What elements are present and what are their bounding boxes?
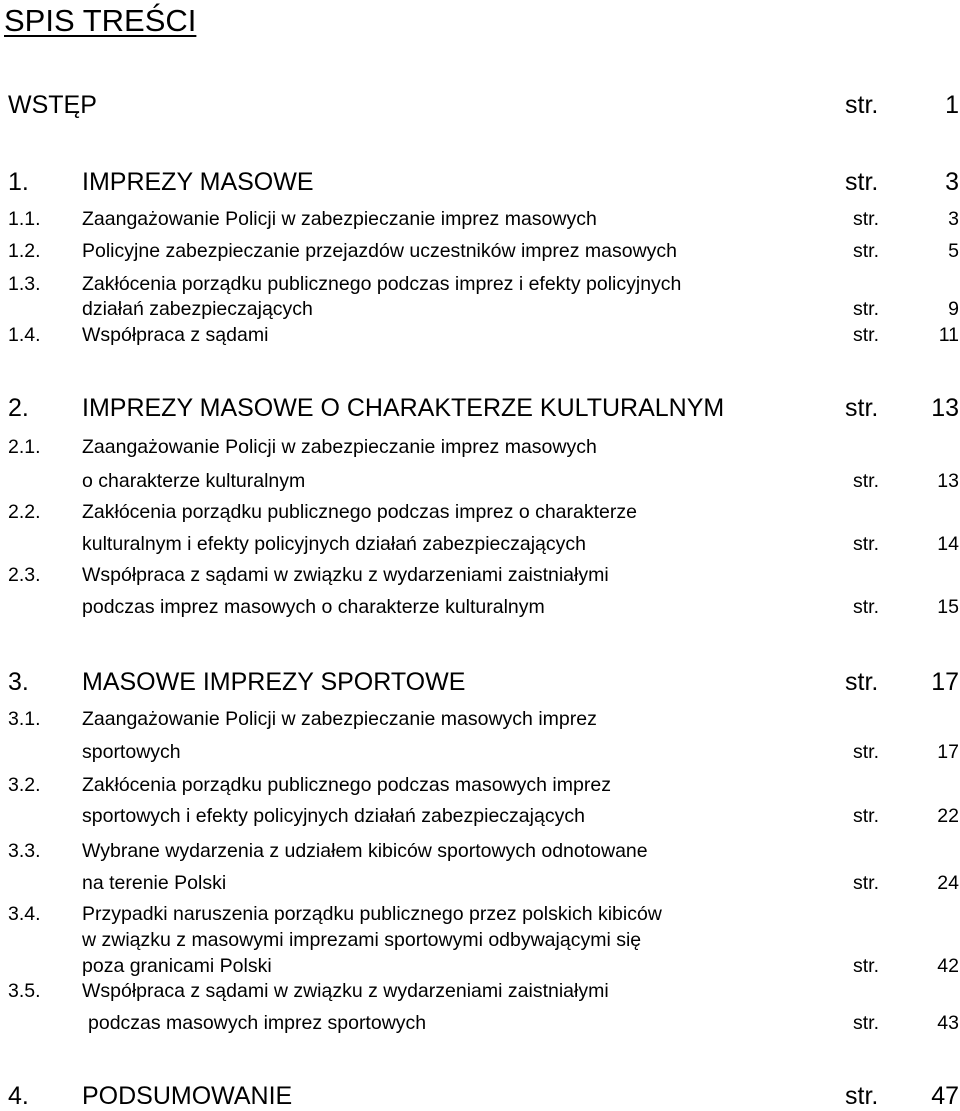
toc-page: 9: [948, 298, 959, 320]
toc-text: PODSUMOWANIE: [82, 1082, 293, 1110]
toc-str: str.: [853, 805, 880, 827]
toc-entry-2-1-cont[interactable]: [0, 466, 960, 496]
toc-text: Zaangażowanie Policji w zabezpieczanie masowych imprez: [82, 708, 597, 730]
toc-entry-wstep[interactable]: [0, 90, 960, 120]
page-title: SPIS TREŚCI: [4, 3, 197, 38]
toc-num: 1.: [8, 168, 29, 196]
toc-str: str.: [845, 91, 879, 119]
toc-text: MASOWE IMPREZY SPORTOWE: [82, 668, 466, 696]
toc-text: Zaangażowanie Policji w zabezpieczanie imprez masowych: [82, 436, 597, 458]
toc-text: IMPREZY MASOWE: [82, 168, 314, 196]
toc-str: str.: [853, 533, 880, 555]
toc-page: 42: [937, 955, 959, 977]
toc-text-cont: poza granicami Polski: [82, 955, 272, 977]
toc-num: 3.5.: [8, 980, 41, 1002]
toc-page: 17: [937, 741, 959, 763]
toc-text-cont: sportowych i efekty policyjnych działań zabezpieczających: [82, 805, 585, 827]
toc-str: str.: [845, 1082, 879, 1110]
toc-text-cont: kulturalnym i efekty policyjnych działań zabezpieczających: [82, 533, 586, 555]
toc-entry-3[interactable]: [0, 667, 960, 697]
toc-page: 13: [937, 470, 959, 492]
toc-text-cont: podczas masowych imprez sportowych: [88, 1012, 427, 1034]
toc-num: 3.1.: [8, 708, 41, 730]
toc-entry-2-2[interactable]: [0, 497, 960, 527]
toc-str: str.: [853, 1012, 880, 1034]
toc-entry-4[interactable]: [0, 1081, 960, 1111]
toc-str: str.: [853, 596, 880, 618]
toc-text: Współpraca z sądami: [82, 324, 269, 346]
toc-text: Zaangażowanie Policji w zabezpieczanie imprez masowych: [82, 208, 597, 230]
toc-entry-3-2[interactable]: [0, 770, 960, 800]
toc-num: 1.2.: [8, 240, 41, 262]
toc-entry-3-3[interactable]: [0, 836, 960, 866]
toc-entry-label: WSTĘP: [8, 91, 97, 119]
toc-page: 43: [937, 1012, 959, 1034]
toc-entry-2-3[interactable]: [0, 560, 960, 590]
toc-entry-2-1[interactable]: [0, 432, 960, 462]
toc-str: str.: [845, 168, 879, 196]
toc-entry-2-3-cont[interactable]: [0, 592, 960, 622]
toc-page: 24: [937, 872, 959, 894]
toc-str: str.: [853, 208, 880, 230]
toc-num: 1.4.: [8, 324, 41, 346]
toc-entry-1-4[interactable]: [0, 320, 960, 350]
toc-entry-1[interactable]: [0, 167, 960, 197]
toc-num: 2.: [8, 394, 29, 422]
toc-num: 3.3.: [8, 840, 41, 862]
toc-page: 1: [945, 91, 959, 119]
toc-text: Współpraca z sądami w związku z wydarzeniami zaistniałymi: [82, 564, 609, 586]
toc-text-cont: w związku z masowymi imprezami sportowymi odbywającymi się: [82, 929, 642, 951]
toc-text-cont: na terenie Polski: [82, 872, 227, 894]
toc-entry-1-2[interactable]: [0, 236, 960, 266]
toc-num: 4.: [8, 1082, 29, 1110]
toc-text: Policyjne zabezpieczanie przejazdów uczestników imprez masowych: [82, 240, 678, 262]
toc-entry-3-1-cont[interactable]: [0, 737, 960, 767]
toc-page: 5: [948, 240, 959, 262]
toc-num: 3.2.: [8, 774, 41, 796]
toc-entry-3-2-cont[interactable]: [0, 801, 960, 831]
toc-num: 2.1.: [8, 436, 41, 458]
toc-entry-2[interactable]: [0, 393, 960, 423]
toc-entry-3-5[interactable]: [0, 976, 960, 1006]
toc-str: str.: [853, 240, 880, 262]
toc-page: 47: [931, 1082, 959, 1110]
toc-num: 1.3.: [8, 273, 41, 295]
toc-text-cont: podczas imprez masowych o charakterze kulturalnym: [82, 596, 545, 618]
toc-entry-3-5-cont[interactable]: [0, 1008, 960, 1038]
toc-text-cont: działań zabezpieczających: [82, 298, 313, 320]
toc-str: str.: [853, 470, 880, 492]
toc-page: 3: [945, 168, 959, 196]
toc-num: 2.2.: [8, 501, 41, 523]
toc-text: IMPREZY MASOWE O CHARAKTERZE KULTURALNYM: [82, 394, 725, 422]
toc-page: 11: [938, 324, 959, 346]
toc-text: Przypadki naruszenia porządku publicznego przez polskich kibiców: [82, 903, 662, 925]
toc-page: 14: [937, 533, 959, 555]
toc-page: 22: [937, 805, 959, 827]
toc-entry-1-1[interactable]: [0, 204, 960, 234]
toc-num: 2.3.: [8, 564, 41, 586]
toc-text: Zakłócenia porządku publicznego podczas imprez o charakterze: [82, 501, 637, 523]
toc-num: 1.1.: [8, 208, 41, 230]
toc-page: 13: [931, 394, 959, 422]
toc-page: 3: [948, 208, 959, 230]
toc-entry-3-3-cont[interactable]: [0, 868, 960, 898]
toc-str: str.: [853, 872, 880, 894]
toc-str: str.: [853, 298, 880, 320]
toc-entry-3-1[interactable]: [0, 704, 960, 734]
toc-str: str.: [853, 955, 880, 977]
toc-text: Zakłócenia porządku publicznego podczas imprez i efekty policyjnych: [82, 273, 682, 295]
toc-page: 17: [931, 668, 959, 696]
toc-num: 3.4.: [8, 903, 41, 925]
toc-text: Wybrane wydarzenia z udziałem kibiców sportowych odnotowane: [82, 840, 648, 862]
toc-entry-2-2-cont[interactable]: [0, 529, 960, 559]
toc-str: str.: [853, 324, 880, 346]
toc-text: Współpraca z sądami w związku z wydarzeniami zaistniałymi: [82, 980, 609, 1002]
toc-text: Zakłócenia porządku publicznego podczas masowych imprez: [82, 774, 611, 796]
toc-str: str.: [853, 741, 880, 763]
toc-str: str.: [845, 668, 879, 696]
toc-page: 15: [937, 596, 959, 618]
toc-str: str.: [845, 394, 879, 422]
toc-text-cont: o charakterze kulturalnym: [82, 470, 306, 492]
toc-num: 3.: [8, 668, 29, 696]
toc-text-cont: sportowych: [82, 741, 181, 763]
